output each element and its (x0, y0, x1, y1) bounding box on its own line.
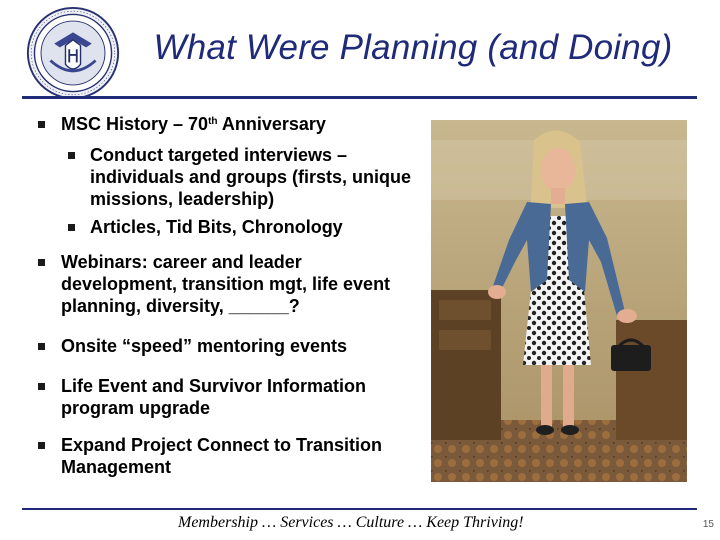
bullet-item (38, 113, 418, 135)
square-bullet-icon (38, 383, 45, 390)
footer-divider (22, 508, 697, 510)
square-bullet-icon (38, 259, 45, 266)
presenter-photo (431, 120, 687, 482)
sub-bullet-item (38, 144, 418, 210)
square-bullet-icon (68, 224, 75, 231)
sub-bullet-text: Articles, Tid Bits, Chronology (90, 217, 343, 237)
bullet-text: Expand Project Connect to Transition Management (61, 435, 383, 477)
bullet-text-part: MSC History – 70 (61, 114, 209, 134)
square-bullet-icon (68, 152, 75, 159)
superscript-text: th (208, 116, 218, 127)
bullet-list (38, 113, 418, 478)
bullet-text: Webinars: career and leader development, transition mgt, life event planning, diversity, ______? (61, 252, 391, 316)
footer-tagline: Membership … Services … Culture … Keep Thriving! (178, 514, 524, 531)
bullet-text: Life Event and Survivor Information program upgrade (61, 376, 367, 418)
bullet-item (38, 335, 418, 357)
page-number: 15 (702, 519, 714, 530)
slide-title: What Were Planning (and Doing) (153, 28, 673, 67)
bullet-item (38, 375, 418, 419)
sub-bullet-text: Conduct targeted interviews – individuals and groups (firsts, unique missions, leadership) (90, 145, 412, 209)
square-bullet-icon (38, 442, 45, 449)
square-bullet-icon (38, 121, 45, 128)
sub-bullet-item (38, 216, 418, 238)
bullet-text: Onsite “speed” mentoring events (61, 336, 348, 356)
square-bullet-icon (38, 343, 45, 350)
bullet-item (38, 251, 418, 317)
bullet-item (38, 434, 418, 478)
medical-service-corps-seal-icon (26, 6, 120, 100)
bullet-text-part: Anniversary (217, 114, 326, 134)
title-divider (22, 96, 697, 99)
